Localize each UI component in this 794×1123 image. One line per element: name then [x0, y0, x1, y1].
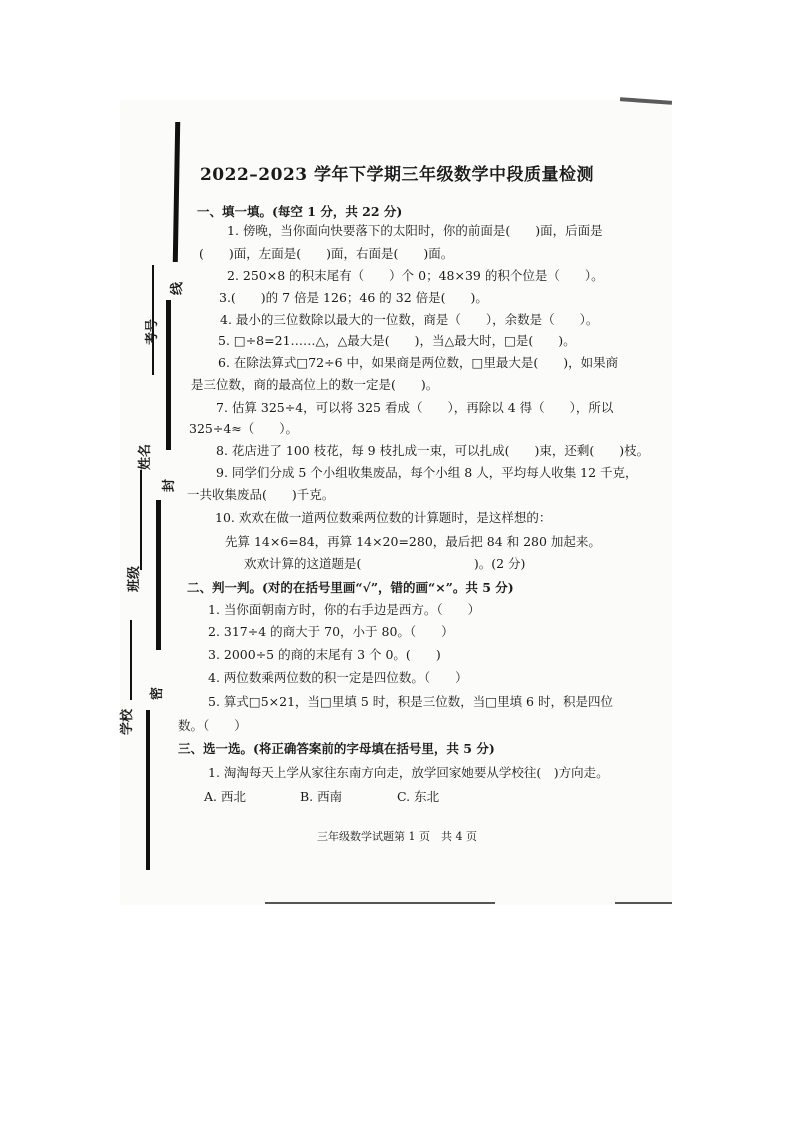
- field-line-class: [130, 620, 132, 700]
- s1-line: 是三位数，商的最高位上的数一定是( )。: [191, 377, 439, 392]
- s1-line: 10. 欢欢在做一道两位数乘两位数的计算题时，是这样想的：: [215, 510, 552, 525]
- s1-line: 欢欢计算的这道题是( )。(2 分): [244, 556, 526, 571]
- field-line-name: [140, 470, 142, 570]
- s1-line: 8. 花店进了 100 枝花，每 9 枝扎成一束，可以扎成( )束，还剩( )枝。: [216, 443, 650, 458]
- s2-line: 1. 当你面朝南方时，你的右手边是西方。（ ）: [208, 602, 481, 617]
- s1-line: 1. 傍晚，当你面向快要落下的太阳时，你的前面是( )面，后面是: [227, 223, 603, 238]
- binding-label-seal: 封: [162, 478, 177, 492]
- field-label-school: 学校: [120, 708, 135, 735]
- s1-line: 7. 估算 325÷4，可以将 325 看成（ ），再除以 4 得（ ），所以: [216, 400, 614, 415]
- paper-edge-bottom-left: [265, 902, 495, 904]
- field-label-name: 姓名: [138, 443, 153, 470]
- s1-line: 先算 14×6=84，再算 14×20=280，最后把 84 和 280 加起来。: [225, 534, 601, 549]
- binding-label-line: 线: [170, 281, 185, 295]
- s3-option-b: B. 西南: [300, 789, 343, 804]
- section1-heading: 一、填一填。(每空 1 分，共 22 分): [197, 204, 403, 219]
- s2-line: 4. 两位数乘两位数的积一定是四位数。（ ）: [208, 670, 468, 685]
- s1-line: 6. 在除法算式□72÷6 中，如果商是两位数，□里最大是( )，如果商: [218, 355, 619, 370]
- s1-line: 2. 250×8 的积末尾有（ ）个 0；48×39 的积个位是（ ）。: [227, 268, 604, 283]
- binding-line-main-3: [156, 500, 161, 650]
- paper-edge-bottom-right: [615, 902, 672, 904]
- page-title: 2022–2023 学年下学期三年级数学中段质量检测: [199, 165, 595, 185]
- s1-line: 4. 最小的三位数除以最大的一位数，商是（ ），余数是（ ）。: [220, 312, 599, 327]
- s2-line: 2. 317÷4 的商大于 70，小于 80。（ ）: [208, 624, 454, 639]
- s2-line: 3. 2000÷5 的商的末尾有 3 个 0。( ): [208, 647, 441, 662]
- s3-option-a: A. 西北: [204, 789, 246, 804]
- section3-heading: 三、选一选。(将正确答案前的字母填在括号里，共 5 分): [178, 741, 495, 756]
- s3-option-c: C. 东北: [397, 789, 440, 804]
- s2-line: 数。（ ）: [178, 718, 247, 733]
- s1-line: ( )面，左面是( )面，右面是( )面。: [199, 246, 454, 261]
- s1-line: 9. 同学们分成 5 个小组收集废品，每个小组 8 人，平均每人收集 12 千克，: [216, 465, 638, 480]
- s1-line: 3.( )的 7 倍是 126；46 的 32 倍是( )。: [219, 290, 488, 305]
- s1-line: 一共收集废品( )千克。: [187, 487, 335, 502]
- section2-heading: 二、判一判。(对的在括号里画“√”，错的画“×”。共 5 分): [187, 580, 514, 595]
- s1-line: 5. □÷8=21……△，△最大是( )，当△最大时，□是( )。: [218, 333, 576, 348]
- binding-label-secret: 密: [150, 686, 165, 700]
- page-footer: 三年级数学试题第 1 页 共 4 页: [317, 830, 477, 843]
- field-label-class: 班级: [127, 565, 142, 592]
- binding-line-main-2: [166, 300, 171, 450]
- s3-line: 1. 淘淘每天上学从家往东南方向走，放学回家她要从学校往( )方向走。: [208, 765, 609, 780]
- field-label-exam-no: 考号: [145, 318, 160, 345]
- binding-line-main-4: [146, 710, 150, 870]
- s2-line: 5. 算式□5×21，当□里填 5 时，积是三位数，当□里填 6 时，积是四位: [208, 694, 613, 709]
- s1-line: 325÷4≈（ ）。: [189, 421, 299, 436]
